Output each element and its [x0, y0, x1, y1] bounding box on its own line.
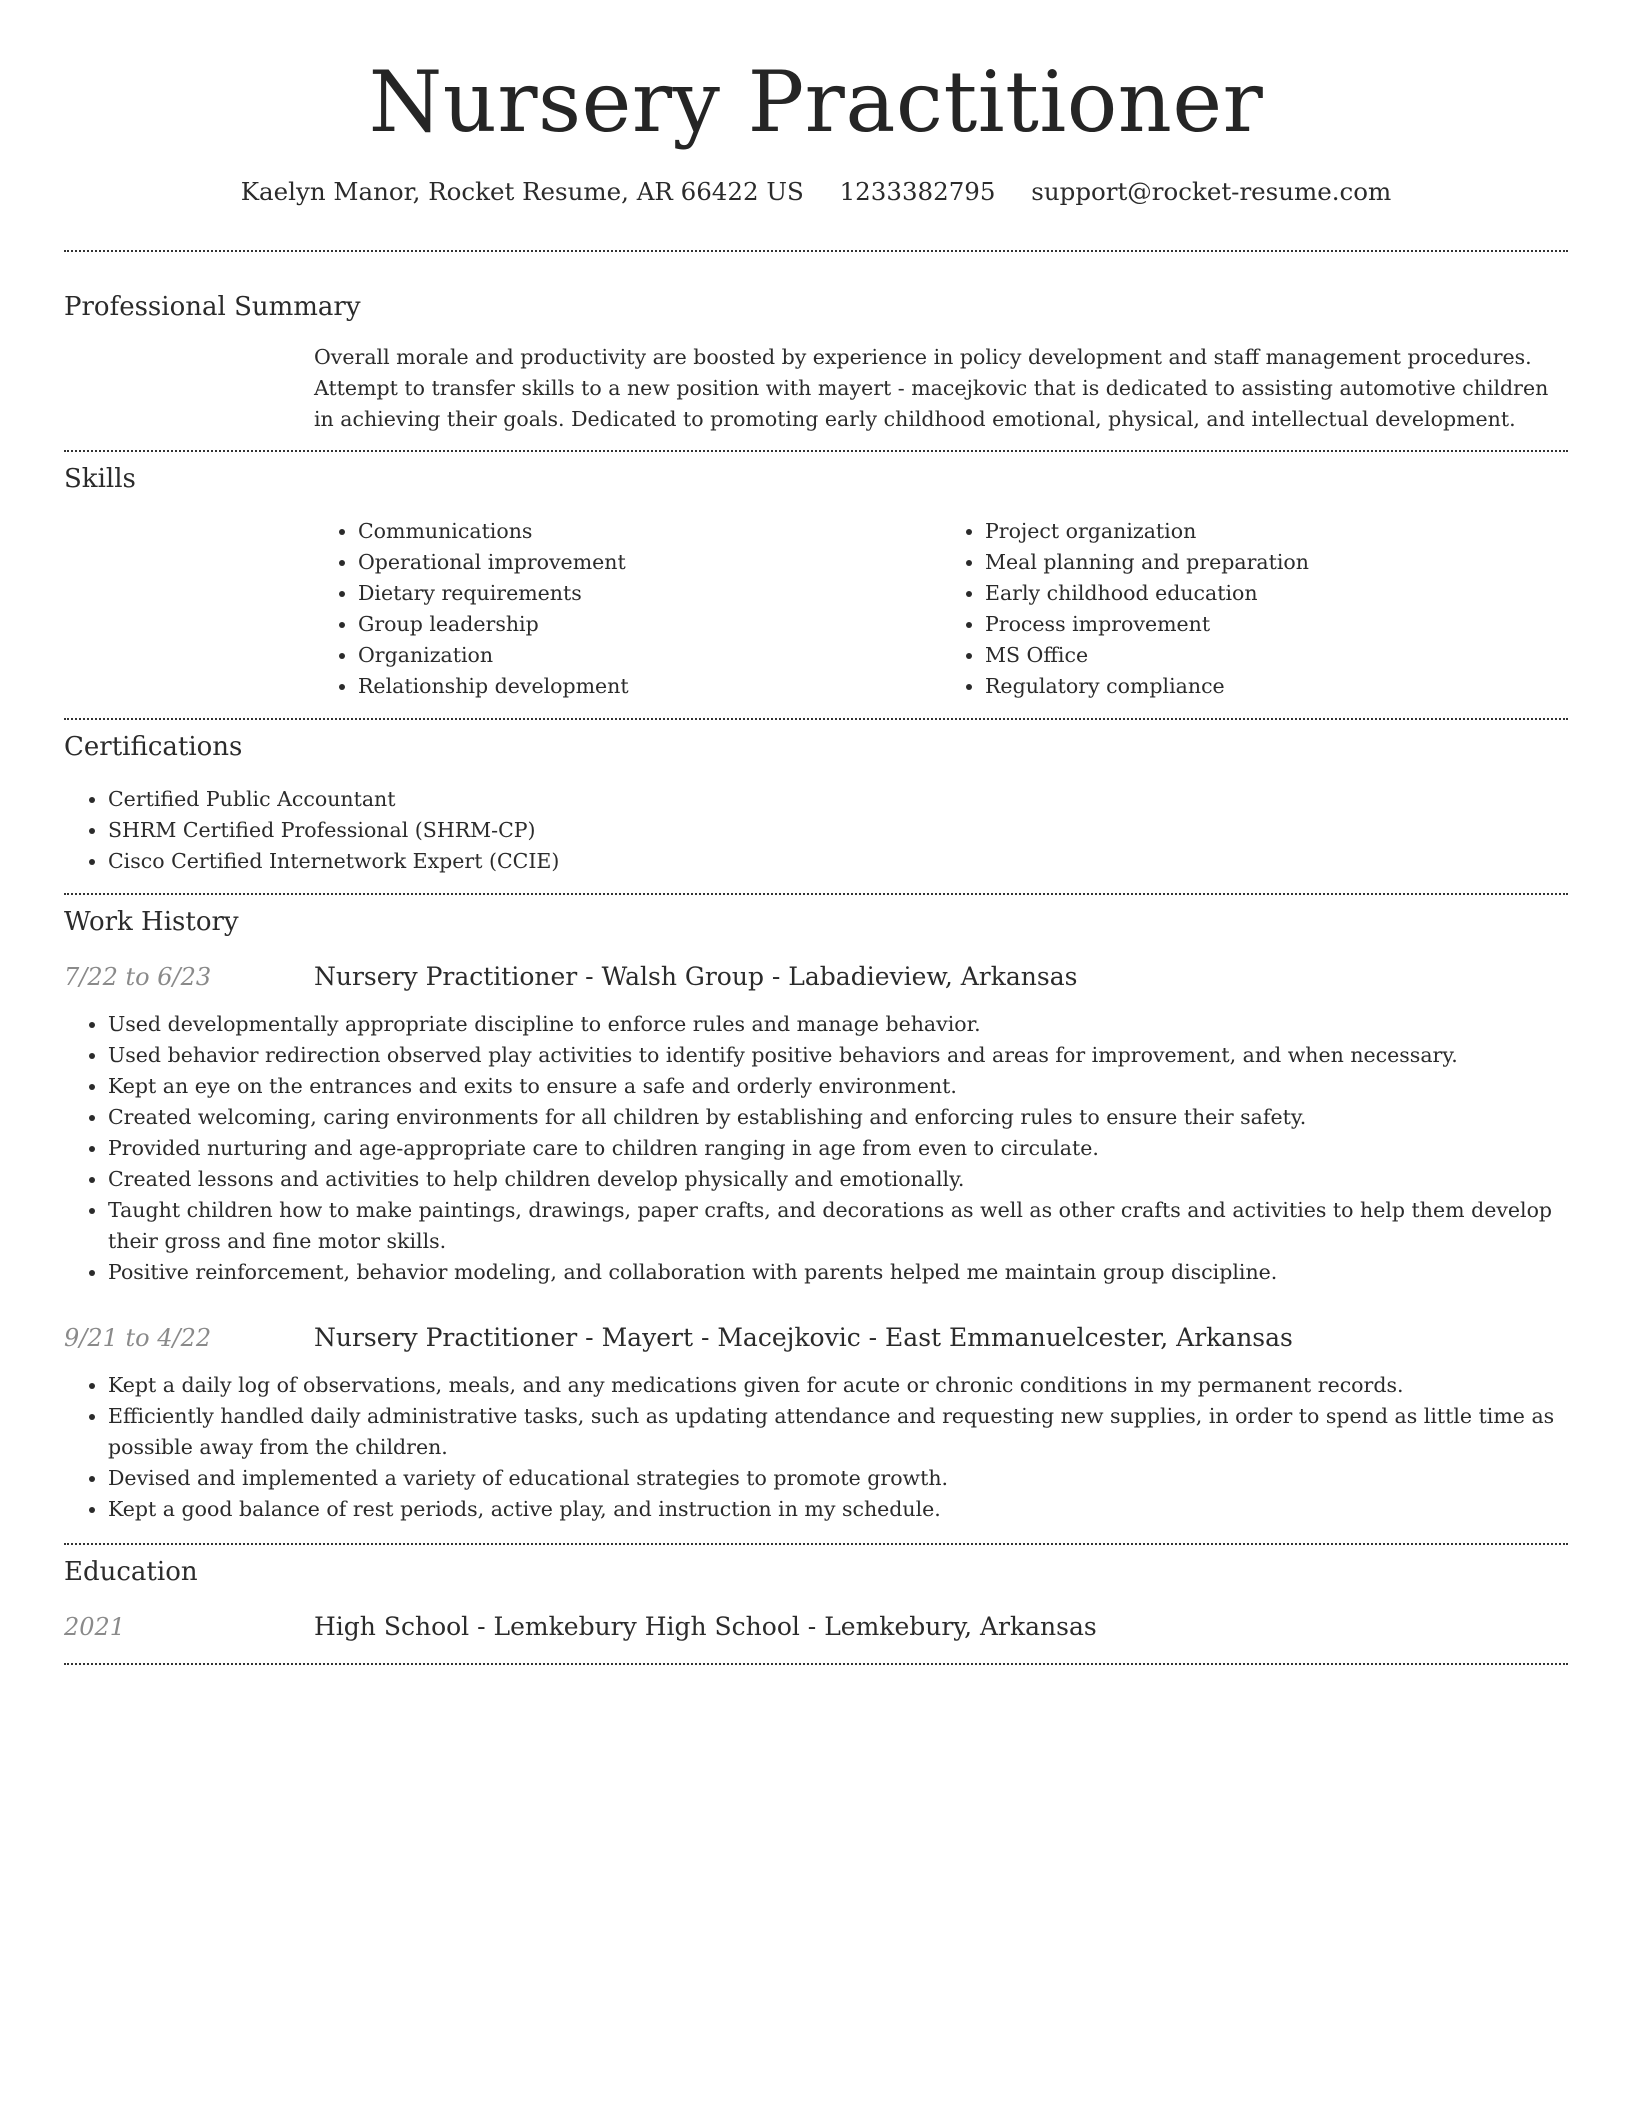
- job-bullet: • Kept an eye on the entrances and exits to ensure a safe and orderly environment.: [108, 1071, 1568, 1102]
- skill-item: • Regulatory compliance: [985, 671, 1568, 702]
- job-bullet: • Provided nurturing and age-appropriate care to children ranging in age from even to circulate.: [108, 1133, 1568, 1164]
- contact-line: [64, 176, 1568, 208]
- contact-phone: 1233382795: [839, 177, 996, 206]
- resume-name: Nursery Practitioner: [368, 53, 1264, 151]
- divider: [64, 1663, 1568, 1665]
- summary-text: Overall morale and productivity are boosted by experience in policy development and staff management procedures. Attempt to transfer skills to a new position with mayert - macejkovic that is dedicated to assisting automotive children in achieving their goals. Dedicated to promoting early childhood emotional, physical, and intellectual development.: [314, 345, 1549, 431]
- job-bullets: [64, 1009, 1568, 1288]
- skill-item: • Relationship development: [358, 671, 941, 702]
- job-bullet: • Created welcoming, caring environments for all children by establishing and enforcing rules to ensure their safety.: [108, 1102, 1568, 1133]
- job-bullet: • Taught children how to make paintings, drawings, paper crafts, and decorations as well as other crafts and activities to help them develop their gross and fine motor skills.: [108, 1195, 1568, 1257]
- job-bullet: • Kept a good balance of rest periods, active play, and instruction in my schedule.: [108, 1494, 1568, 1525]
- section-title-education: Education: [64, 1557, 198, 1587]
- job-bullet: • Efficiently handled daily administrative tasks, such as updating attendance and requesting new supplies, in order to spend as little time as possible away from the children.: [108, 1401, 1568, 1463]
- skill-item: • Early childhood education: [985, 578, 1568, 609]
- divider: [64, 718, 1568, 720]
- job-bullet: • Kept a daily log of observations, meals, and any medications given for acute or chronic conditions in my permanent records.: [108, 1370, 1568, 1401]
- divider: [64, 1543, 1568, 1545]
- job-bullet: • Used behavior redirection observed play activities to identify positive behaviors and areas for improvement, and when necessary.: [108, 1040, 1568, 1071]
- job-bullet: • Created lessons and activities to help children develop physically and emotionally.: [108, 1164, 1568, 1195]
- certifications-list: [64, 784, 1568, 877]
- divider: [64, 450, 1568, 452]
- job-bullet: • Used developmentally appropriate discipline to enforce rules and manage behavior.: [108, 1009, 1568, 1040]
- education-title: High School - Lemkebury High School - Lemkebury, Arkansas: [314, 1612, 1097, 1641]
- job-entry-header: [64, 961, 1568, 993]
- skill-item: • Operational improvement: [358, 547, 941, 578]
- skill-item: • Group leadership: [358, 609, 941, 640]
- skill-item: • Organization: [358, 640, 941, 671]
- skill-item: • MS Office: [985, 640, 1568, 671]
- job-entry-header: [64, 1322, 1568, 1354]
- skills-grid: [314, 516, 1568, 702]
- skill-item: • Project organization: [985, 516, 1568, 547]
- skill-item: • Process improvement: [985, 609, 1568, 640]
- section-title-certifications: Certifications: [64, 732, 243, 762]
- resume-page: [64, 0, 1568, 1665]
- job-bullet: • Devised and implemented a variety of educational strategies to promote growth.: [108, 1463, 1568, 1494]
- skill-item: • Communications: [358, 516, 941, 547]
- section-title-work-history: Work History: [64, 907, 239, 937]
- section-title-summary: Professional Summary: [64, 292, 361, 322]
- divider: [64, 893, 1568, 895]
- skills-list-right: [941, 516, 1568, 702]
- education-entry: [64, 1611, 1568, 1643]
- skill-item: • Meal planning and preparation: [985, 547, 1568, 578]
- skill-item: • Dietary requirements: [358, 578, 941, 609]
- certification-item: • Certified Public Accountant: [108, 784, 1568, 815]
- divider: [64, 250, 1568, 252]
- contact-email: support@rocket-resume.com: [1031, 177, 1392, 206]
- skills-list-left: [314, 516, 941, 702]
- job-bullet: • Positive reinforcement, behavior modeling, and collaboration with parents helped me maintain group discipline.: [108, 1257, 1568, 1288]
- job-dates: 7/22 to 6/23: [64, 963, 212, 991]
- job-title: Nursery Practitioner - Walsh Group - Labadieview, Arkansas: [314, 962, 1078, 991]
- certification-item: • Cisco Certified Internetwork Expert (CCIE): [108, 846, 1568, 877]
- education-date: 2021: [64, 1613, 126, 1641]
- section-title-skills: Skills: [64, 464, 136, 494]
- contact-address: Kaelyn Manor, Rocket Resume, AR 66422 US: [240, 177, 804, 206]
- job-dates: 9/21 to 4/22: [64, 1324, 212, 1352]
- job-bullets: [64, 1370, 1568, 1525]
- certification-item: • SHRM Certified Professional (SHRM-CP): [108, 815, 1568, 846]
- job-title: Nursery Practitioner - Mayert - Macejkovic - East Emmanuelcester, Arkansas: [314, 1323, 1293, 1352]
